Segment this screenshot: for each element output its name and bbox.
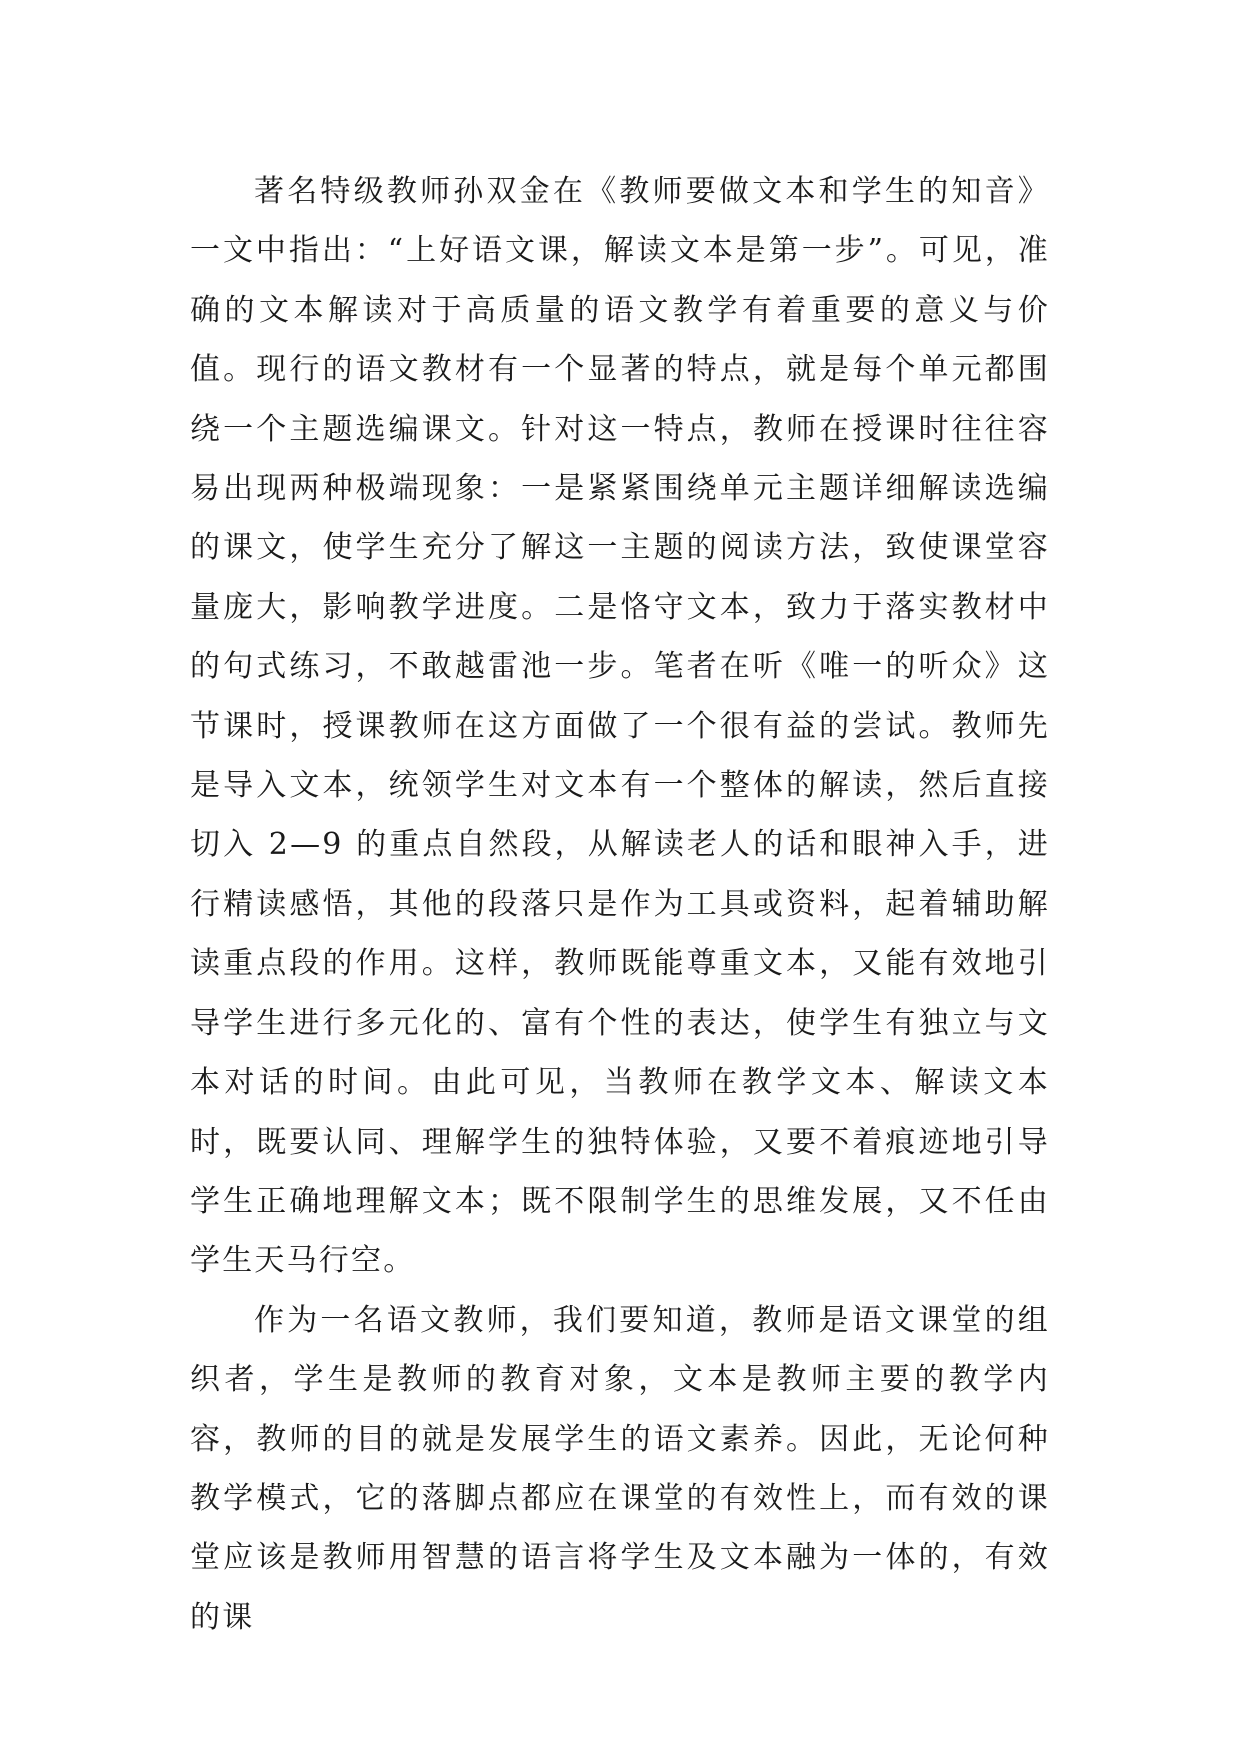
paragraph-2: 作为一名语文教师，我们要知道，教师是语文课堂的组织者，学生是教师的教育对象，文本是教师主要的教学内容，教师的目的就是发展学生的语文素养。因此，无论何种教学模式，它的落脚点都应在课堂的有效性上，而有效的课堂应该是教师用智慧的语言将学生及文本融为一体的，有效的课 [190,1302,1050,1635]
document-body [190,162,1050,1647]
paragraph-1: 著名特级教师孙双金在《教师要做文本和学生的知音》一文中指出：“上好语文课，解读文本是第一步”。可见，准确的文本解读对于高质量的语文教学有着重要的意义与价值。现行的语文教材有一个显著的特点，就是每个单元都围绕一个主题选编课文。针对这一特点，教师在授课时往往容易出现两种极端现象：一是紧紧围绕单元主题详细解读选编的课文，使学生充分了解这一主题的阅读方法，致使课堂容量庞大，影响教学进度。二是恪守文本，致力于落实教材中的句式练习，不敢越雷池一步。笔者在听《唯一的听众》这节课时，授课教师在这方面做了一个很有益的尝试。教师先是导入文本，统领学生对文本有一个整体的解读，然后直接切入 2—9 的重点自然段，从解读老人的话和眼神入手，进行精读感悟，其他的段落只是作为工具或资料，起着辅助解读重点段的作用。这样，教师既能尊重文本，又能有效地引导学生进行多元化的、富有个性的表达，使学生有独立与文本对话的时间。由此可见，当教师在教学文本、解读文本时，既要认同、理解学生的独特体验，又要不着痕迹地引导学生正确地理解文本；既不限制学生的思维发展，又不任由学生天马行空。 [190,174,1050,1279]
